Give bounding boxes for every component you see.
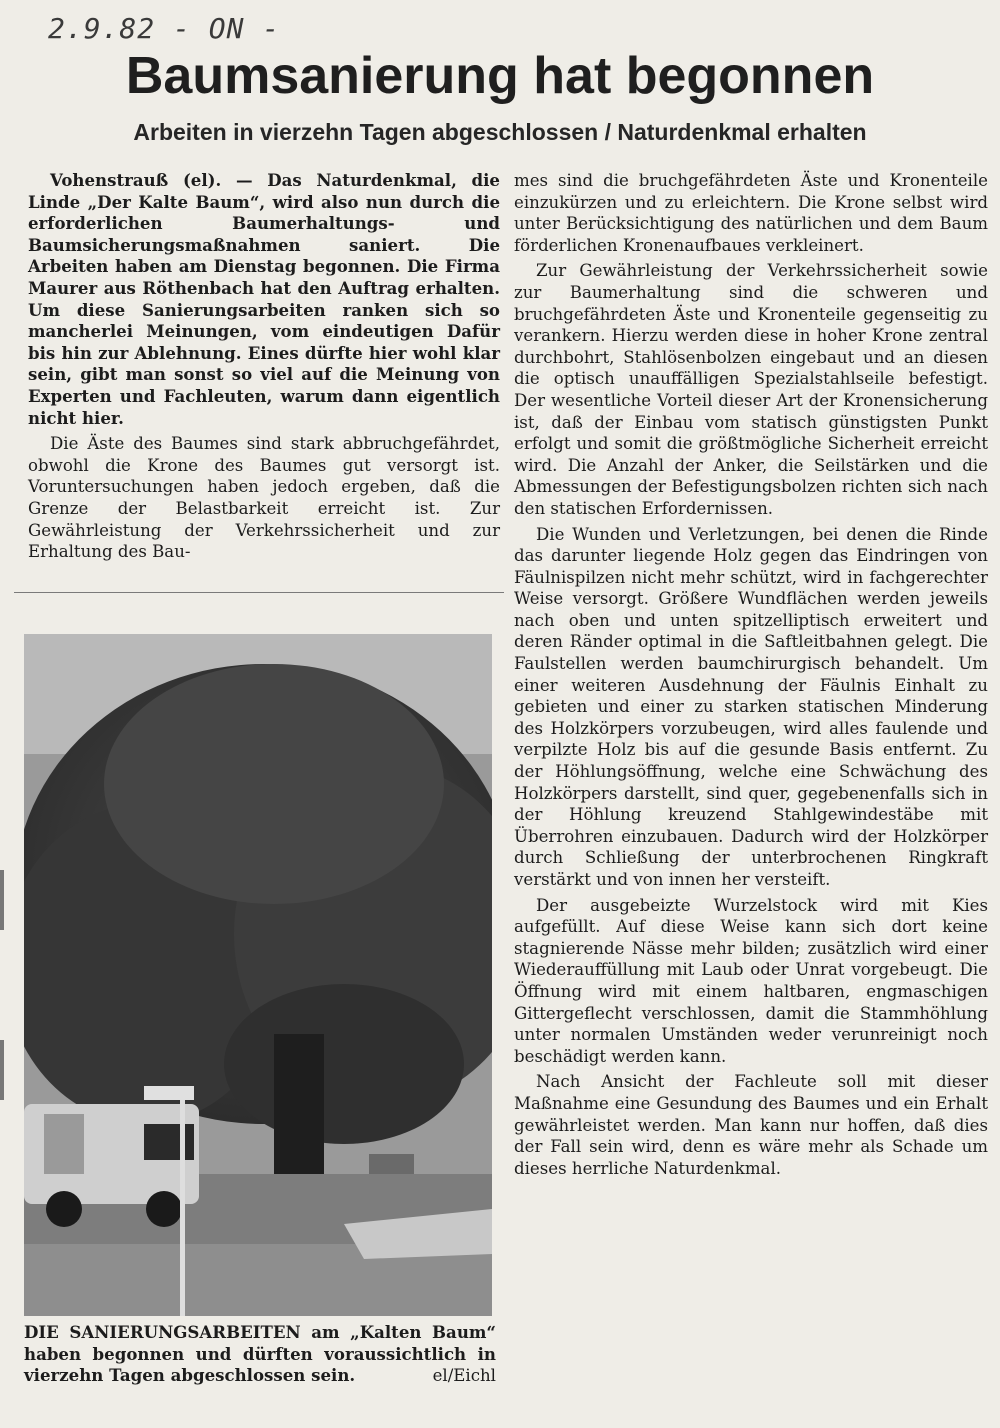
tree-photo — [24, 634, 492, 1316]
article-lead: Vohenstrauß (el). — Das Naturdenkmal, die Linde „Der Kalte Baum“, wird also nun durch die erforderlichen Baumerhaltungs- und Baumsicherungsmaßnahmen saniert. Die Arbeiten haben am Dienstag begonnen. Die Firma Maurer aus Röthenbach hat den Auftrag erhalten. Um diese Sanierungsarbeiten ranken sich so mancherlei Meinungen, vom eindeutigen Dafür bis hin zur Ablehnung. Eines dürfte hier wohl klar sein, gibt man sonst so viel auf die Meinung von Experten und Fachleuten, warum dann eigentlich nicht hier. — [28, 170, 500, 428]
article-column-left — [28, 170, 500, 563]
column-divider — [14, 592, 504, 593]
article-paragraph: Die Wunden und Verletzungen, bei denen die Rinde das darunter liegende Holz gegen das Eindringen von Fäulnispilzen nicht mehr schützt, wird in fachgerechter Weise versorgt. Größere Wundflächen werden jeweils nach oben und unten spitzelliptisch erweitert und deren Ränder optimal in die Saftleitbahnen gelegt. Die Faulstellen werden baumchirurgisch behandelt. Um einer weiteren Ausdehnung der Fäulnis Einhalt zu gebieten und einer zu starken statischen Minderung des Holzkörpers vorzubeugen, wird alles faulende und verpilzte Holz bis auf die gesunde Basis entfernt. Zu der Höhlungsöffnung, welche eine Schwächung des Holzkörpers darstellt, sind quer, gegebenenfalls sich in der Höhlung kreuzend Stahlgewindestäbe mit Überrohren einzubauen. Dadurch wird der Holzkörper durch Schließung der unterbrochenen Ringkraft verstärkt und von innen her versteift. — [514, 524, 988, 889]
scan-edge-mark — [0, 870, 4, 930]
tree-photo-image — [24, 634, 492, 1316]
handwritten-date: 2.9.82 - ON - — [48, 12, 281, 45]
headline: Baumsanierung hat begonnen — [125, 47, 875, 105]
caption-lead: DIE SANIERUNGSARBEITEN — [24, 1322, 301, 1342]
caption-text: am „Kalten Baum“ haben begonnen und dürften voraussichtlich in vierzehn Tagen abgeschlossen sein. — [24, 1322, 496, 1386]
article-paragraph: Die Äste des Baumes sind stark abbruchgefährdet, obwohl die Krone des Baumes gut versorgt ist. Voruntersuchungen haben jedoch ergeben, daß die Grenze der Belastbarkeit erreicht ist. Zur Gewährleistung der Verkehrssicherheit und zur Erhaltung des Bau- — [28, 434, 500, 562]
article-paragraph: Der ausgebeizte Wurzelstock wird mit Kies aufgefüllt. Auf diese Weise kann sich dort keine stagnierende Nässe mehr bilden; zusätzlich wird einer Wiederauffüllung mit Laub oder Unrat vorgebeugt. Die Öffnung wird mit einem haltbaren, engmaschigen Gittergeflecht verschlossen, damit die Stammhöhlung unter normalen Umständen weder verunreinigt noch beschädigt werden kann. — [514, 895, 988, 1066]
photo-credit: el/Eichl — [432, 1366, 496, 1386]
scan-edge-mark — [0, 1040, 4, 1100]
article-paragraph-continued: mes sind die bruchgefährdeten Äste und Kronenteile einzukürzen und zu erleichtern. Die Krone selbst wird unter Berücksichtigung des natürlichen und dem Baum förderlichen Kronenaufbaues verkleinert. — [514, 171, 988, 255]
article-column-right — [514, 170, 988, 1179]
photo-caption — [24, 1322, 496, 1387]
article-paragraph: Nach Ansicht der Fachleute soll mit dieser Maßnahme eine Gesundung des Baumes und ein Erhalt gewährleistet werden. Man kann nur hoffen, daß dies der Fall sein wird, denn es wäre mehr als Schade um dieses herrliche Naturdenkmal. — [514, 1072, 988, 1178]
subheadline: Arbeiten in vierzehn Tagen abgeschlossen / Naturdenkmal erhalten — [133, 119, 867, 145]
article-paragraph: Zur Gewährleistung der Verkehrssicherheit sowie zur Baumerhaltung sind die schweren und bruchgefährdeten Äste und Kronenteile gegenseitig zu verankern. Hierzu werden diese in hoher Krone zentral durchbohrt, Stahlösenbolzen eingebaut und an diesen die optisch unauffälligen Spezialstahlseile befestigt. Der wesentliche Vorteil dieser Art der Kronensicherung ist, daß der Einbau vom statisch günstigsten Punkt erfolgt und somit die größtmögliche Sicherheit erreicht wird. Die Anzahl der Anker, die Seilstärken und die Abmessungen der Befestigungsbolzen richten sich nach den statischen Erfordernissen. — [514, 261, 988, 518]
